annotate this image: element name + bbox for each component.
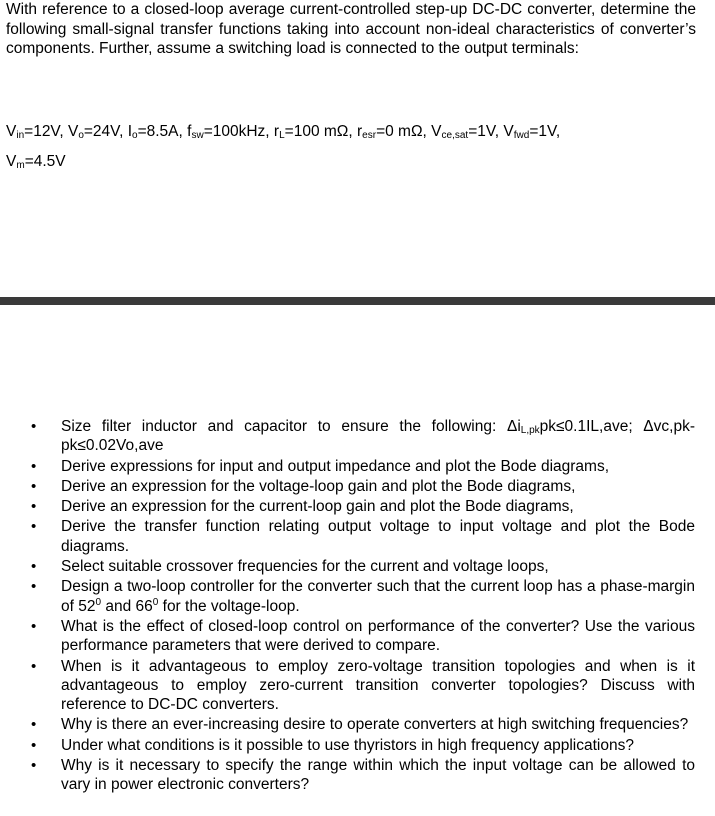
question-text: Under what conditions is it possible to use thyristors in high frequency applications? — [61, 736, 634, 754]
bullet-icon: • — [31, 477, 37, 495]
param-rl: $r_L=100$ mΩ, — [273, 123, 357, 141]
bullet-icon: • — [31, 457, 37, 475]
param-vfwd: $V_{fwd}=1V$, — [503, 123, 561, 141]
bullet-icon: • — [31, 617, 37, 635]
bullet-icon: • — [31, 578, 37, 596]
param-vin: $V_{in}=12V$, — [6, 123, 68, 141]
question-text: Size filter inductor and capacitor to ensure the following: $\Delta i_{L,pk}pk\le 0.1IL,ave$; Δvc,pk-pk≤0.02Vo,ave — [61, 418, 696, 455]
problem-intro: With reference to a closed-loop average current-controlled step-up DC-DC converter, determine the following small-signal transfer functions taking into account non-ideal characteristics of converter’s components. Further, assume a switching load is connected to the output terminals: — [6, 1, 696, 57]
list-item — [0, 417, 695, 456]
bullet-icon: • — [31, 558, 37, 576]
param-fsw: $f_{sw}=100kHz$, — [187, 123, 274, 141]
list-item — [0, 756, 695, 795]
question-text: Derive the transfer function relating output voltage to input voltage and plot the Bode diagrams. — [61, 518, 695, 555]
list-item — [0, 497, 695, 516]
section-divider — [0, 297, 715, 305]
question-text: What is the effect of closed-loop control on performance of the converter? Use the various performance parameters that were derived to compare. — [61, 617, 695, 655]
list-item — [0, 715, 695, 734]
list-item — [0, 557, 695, 576]
question-list — [0, 417, 715, 796]
parameters-line-1 — [6, 122, 560, 141]
question-text: Why is it necessary to specify the range within which the input voltage can be allowed to vary in power electronic converters? — [61, 757, 695, 794]
question-text: Design a two-loop controller for the converter such that the current loop has a phase-margin of $52^0$ and $66^0$ for the voltage-loop. — [61, 578, 695, 615]
question-text: Derive an expression for the current-loop gain and plot the Bode diagrams, — [61, 498, 574, 516]
question-text: When is it advantageous to employ zero-voltage transition topologies and when is it advantageous to employ zero-current transition converter topologies? Discuss with reference to DC-DC converters. — [61, 657, 695, 714]
bullet-icon: • — [31, 518, 37, 536]
bullet-icon: • — [31, 498, 37, 516]
bullet-icon: • — [31, 736, 37, 754]
list-item — [0, 457, 695, 476]
list-item — [0, 577, 695, 616]
param-vce: $V_{ce,sat}=1V$, — [431, 123, 504, 141]
param-io: $I_o=8.5A$, — [127, 123, 188, 141]
list-item — [0, 517, 695, 556]
bullet-icon: • — [31, 418, 37, 435]
param-vo: $V_o=24V$, — [67, 123, 128, 141]
param-resr: $r_{esr}=0$ mΩ, — [357, 123, 432, 141]
parameters-line-2 — [6, 152, 66, 171]
question-text: Why is there an ever-increasing desire to operate converters at high switching frequencies? — [61, 716, 689, 734]
list-item — [0, 736, 695, 755]
question-text: Derive an expression for the voltage-loop gain and plot the Bode diagrams, — [61, 477, 576, 495]
list-item — [0, 657, 695, 715]
question-text: Select suitable crossover frequencies for the current and voltage loops, — [61, 558, 549, 576]
list-item — [0, 477, 695, 496]
bullet-icon: • — [31, 716, 37, 734]
bullet-icon: • — [31, 657, 37, 675]
bullet-icon: • — [31, 757, 37, 775]
list-item — [0, 617, 695, 656]
param-vm: $V_m=4.5V$ — [6, 153, 66, 171]
question-text: Derive expressions for input and output impedance and plot the Bode diagrams, — [61, 457, 610, 475]
